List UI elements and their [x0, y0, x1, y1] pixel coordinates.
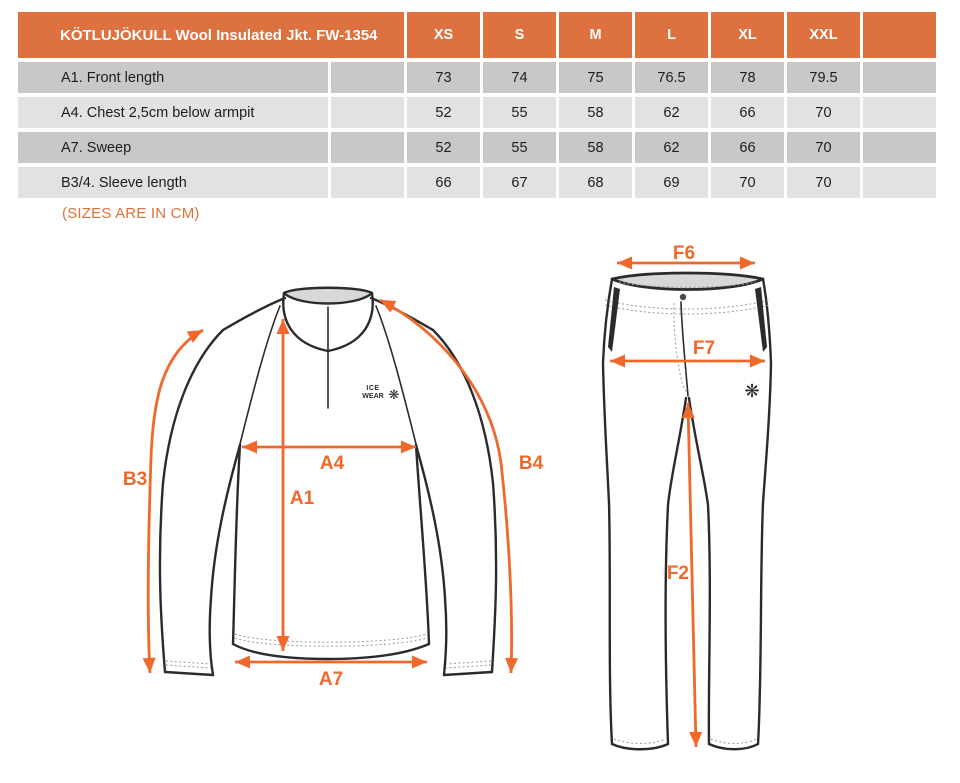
- size-value: 70: [787, 167, 860, 198]
- jacket-diagram: [95, 248, 555, 718]
- size-header-m: M: [559, 12, 632, 58]
- jacket-torso-right-edge: [416, 445, 429, 644]
- pants-left-hem-stitching: [614, 739, 666, 744]
- jacket-collar-opening: [284, 288, 372, 304]
- pants-right-hem: [709, 744, 758, 749]
- size-value: 79.5: [787, 62, 860, 93]
- size-value: 69: [635, 167, 708, 198]
- measure-arrow-f2: [688, 403, 696, 747]
- size-value: 76.5: [635, 62, 708, 93]
- row-label: A4. Chest 2,5cm below armpit: [18, 97, 328, 128]
- pants-left-leg-outer: [603, 363, 612, 744]
- measure-label-f2: F2: [666, 563, 689, 584]
- size-value: 66: [711, 132, 784, 163]
- jacket-right-sleeve-outer: [433, 330, 496, 672]
- jacket-right-sleeve-inner: [416, 445, 446, 675]
- row-spacer: [863, 132, 936, 163]
- row-spacer: [331, 167, 404, 198]
- measure-label-b3: B3: [122, 469, 148, 490]
- jacket-logo-snowflake-icon: ❋: [388, 387, 400, 402]
- size-table: [18, 12, 936, 198]
- size-value: 66: [711, 97, 784, 128]
- size-header-s: S: [483, 12, 556, 58]
- size-value: 55: [483, 97, 556, 128]
- jacket-right-cuff-stitching: [446, 665, 491, 668]
- row-label: B3/4. Sleeve length: [18, 167, 328, 198]
- row-spacer: [331, 62, 404, 93]
- jacket-left-cuff-stitching: [166, 661, 211, 664]
- size-header-xxl: XXL: [787, 12, 860, 58]
- row-spacer: [331, 97, 404, 128]
- pants-right-leg-outer: [758, 363, 771, 744]
- size-value: 78: [711, 62, 784, 93]
- pants-waistband-stitching: [605, 300, 769, 309]
- sizes-unit-note: (SIZES ARE IN CM): [62, 205, 200, 222]
- size-value: 62: [635, 97, 708, 128]
- measure-label-b4: B4: [518, 453, 544, 474]
- size-value: 58: [559, 132, 632, 163]
- jacket-hem-stitching: [235, 634, 427, 642]
- pants-diagram: [585, 245, 785, 780]
- table-title: KÖTLUJÖKULL Wool Insulated Jkt. FW-1354: [18, 12, 404, 58]
- jacket-hem: [233, 644, 429, 659]
- size-value: 70: [711, 167, 784, 198]
- pants-snowflake-icon: ❋: [744, 381, 760, 401]
- size-value: 73: [407, 62, 480, 93]
- measure-label-a1: A1: [289, 488, 315, 509]
- pants-waist-opening: [612, 273, 763, 290]
- pants-waistband-stitching: [605, 305, 769, 314]
- measure-label-f7: F7: [692, 338, 716, 359]
- size-value: 68: [559, 167, 632, 198]
- pants-right-hem-stitching: [711, 739, 756, 744]
- size-header-xl: XL: [711, 12, 784, 58]
- pants-left-hem: [612, 744, 668, 749]
- pants-button: [680, 294, 686, 300]
- measure-label-a7: A7: [318, 669, 344, 690]
- size-value: 52: [407, 132, 480, 163]
- row-label: A7. Sweep: [18, 132, 328, 163]
- jacket-left-cuff: [165, 672, 213, 675]
- row-spacer: [863, 97, 936, 128]
- size-header-l: L: [635, 12, 708, 58]
- size-value: 75: [559, 62, 632, 93]
- measure-arrow-b3: [148, 330, 203, 673]
- jacket-right-cuff: [444, 672, 492, 675]
- size-value: 66: [407, 167, 480, 198]
- jacket-torso-left-edge: [233, 445, 240, 644]
- size-header-xs: XS: [407, 12, 480, 58]
- size-value: 70: [787, 132, 860, 163]
- measure-label-a4: A4: [319, 453, 345, 474]
- jacket-left-cuff-stitching: [166, 665, 211, 668]
- size-value: 58: [559, 97, 632, 128]
- size-header-spacer: [863, 12, 936, 58]
- jacket-right-cuff-stitching: [446, 661, 491, 664]
- jacket-logo-wear: WEAR: [362, 393, 384, 400]
- row-spacer: [331, 132, 404, 163]
- size-value: 70: [787, 97, 860, 128]
- row-spacer: [863, 167, 936, 198]
- size-value: 62: [635, 132, 708, 163]
- size-value: 55: [483, 132, 556, 163]
- jacket-left-shoulder-seam: [223, 298, 285, 330]
- jacket-left-sleeve-outer: [160, 330, 223, 672]
- size-value: 74: [483, 62, 556, 93]
- row-label: A1. Front length: [18, 62, 328, 93]
- jacket-left-raglan-seam: [240, 306, 280, 444]
- jacket-right-raglan-seam: [376, 306, 416, 444]
- pants-fly-stitching: [674, 303, 687, 393]
- size-value: 67: [483, 167, 556, 198]
- size-value: 52: [407, 97, 480, 128]
- jacket-logo-ice: ICE: [366, 385, 380, 392]
- measure-label-f6: F6: [672, 245, 696, 264]
- row-spacer: [863, 62, 936, 93]
